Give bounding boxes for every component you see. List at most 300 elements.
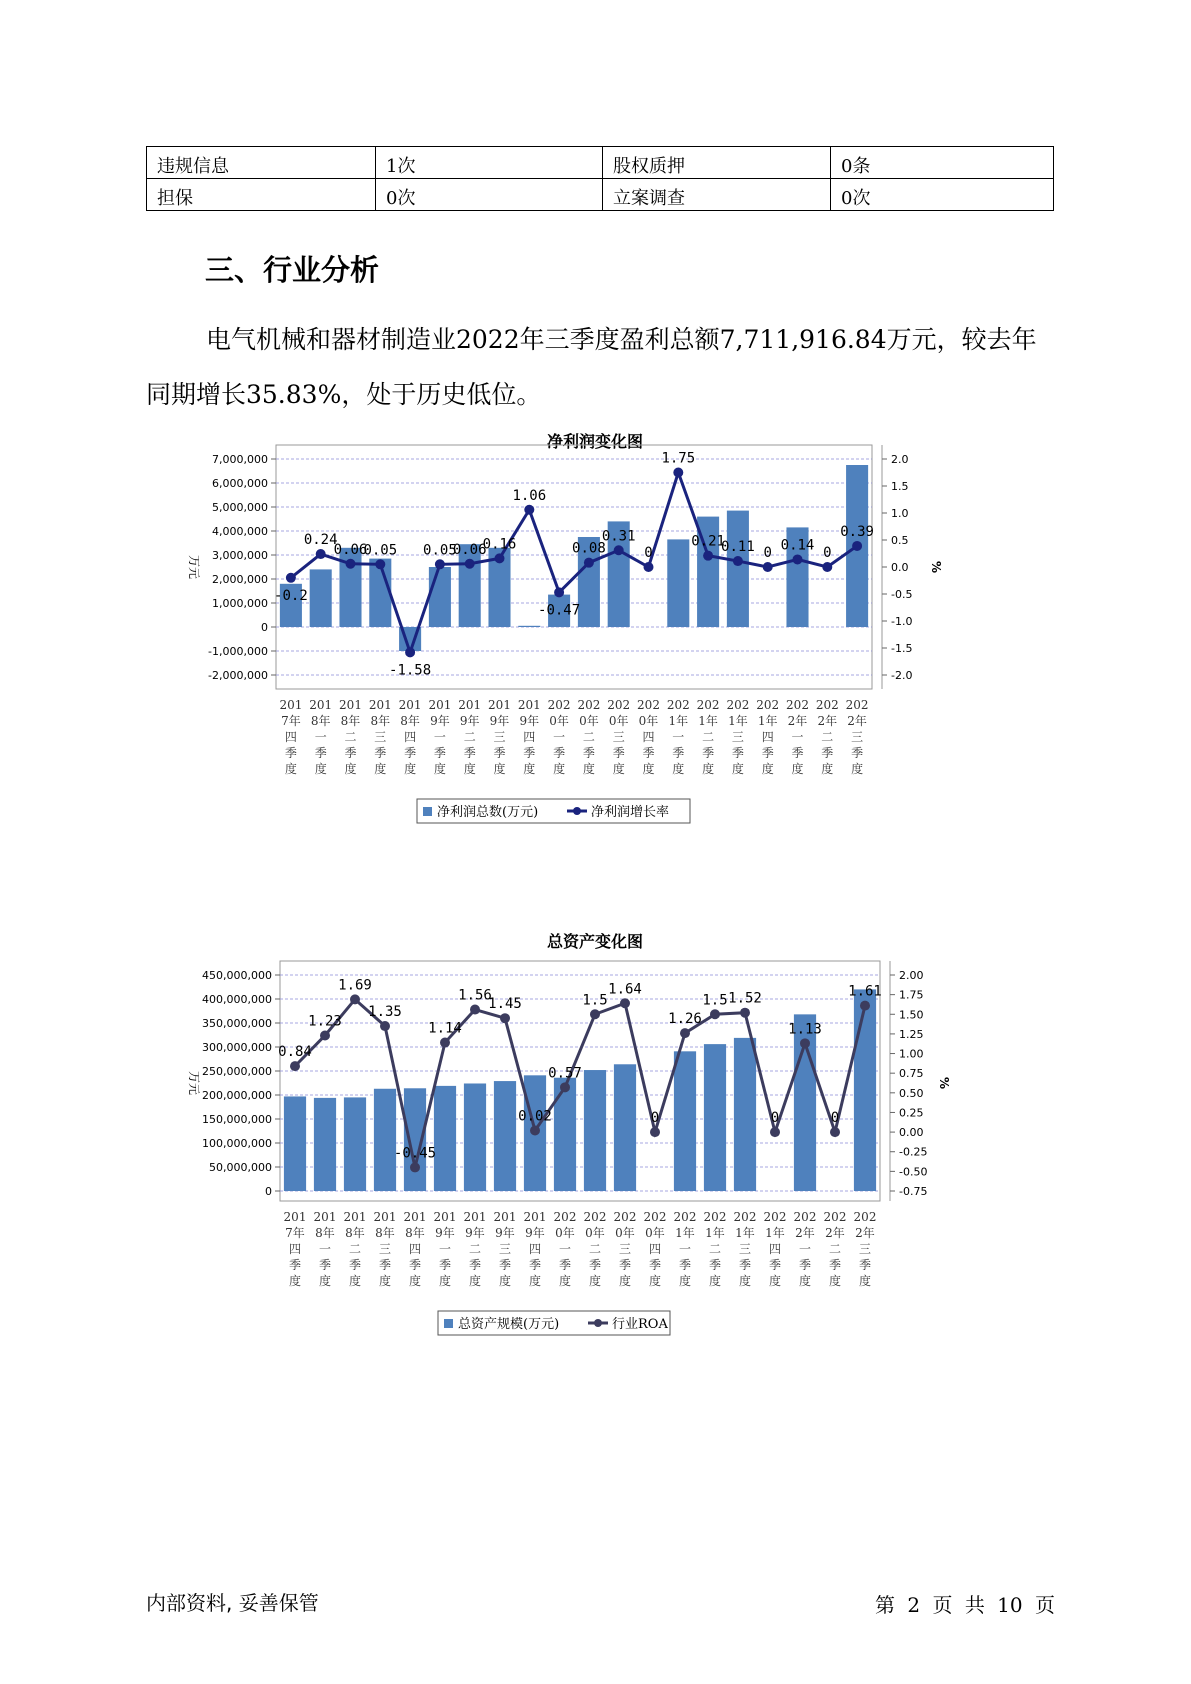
svg-text:8年: 8年 <box>340 714 361 728</box>
svg-text:季: 季 <box>408 1258 422 1272</box>
svg-text:四: 四 <box>642 730 655 744</box>
y-tick-label: 400,000,000 <box>202 993 272 1006</box>
line-point <box>673 468 683 478</box>
data-label: 0 <box>650 1110 660 1127</box>
svg-text:二: 二 <box>463 730 476 744</box>
svg-text:二: 二 <box>344 730 357 744</box>
line-point <box>614 545 624 555</box>
svg-text:201: 201 <box>309 698 333 712</box>
y-tick-label: 3,000,000 <box>212 549 268 562</box>
svg-text:季: 季 <box>702 746 715 760</box>
x-tick-label <box>734 1210 757 1288</box>
svg-text:季: 季 <box>798 1258 812 1272</box>
svg-text:三: 三 <box>612 730 625 744</box>
table-cell: 股权质押 <box>603 147 831 179</box>
svg-text:201: 201 <box>403 1210 427 1224</box>
line-point <box>763 562 773 572</box>
x-tick-label <box>399 698 422 776</box>
y2-tick-label: 2.0 <box>891 453 909 466</box>
total-assets-chart <box>180 925 980 1380</box>
svg-text:度: 度 <box>553 762 566 776</box>
data-label: 1.26 <box>668 1011 702 1028</box>
svg-text:202: 202 <box>553 1210 577 1224</box>
svg-text:9年: 9年 <box>525 1226 545 1240</box>
svg-text:1年: 1年 <box>735 1226 755 1240</box>
svg-text:度: 度 <box>493 762 506 776</box>
svg-text:202: 202 <box>613 1210 637 1224</box>
x-tick-label <box>637 698 660 776</box>
svg-text:7年: 7年 <box>285 1226 305 1240</box>
bar <box>434 1086 456 1191</box>
svg-text:度: 度 <box>348 1274 362 1288</box>
line-point <box>740 1008 750 1018</box>
line-point <box>375 559 385 569</box>
x-tick-label <box>548 698 571 776</box>
svg-text:季: 季 <box>433 746 446 760</box>
x-tick-label <box>464 1210 487 1288</box>
svg-text:度: 度 <box>378 1274 392 1288</box>
svg-text:季: 季 <box>828 1258 842 1272</box>
svg-text:9年: 9年 <box>465 1226 485 1240</box>
section-heading: 三、行业分析 <box>205 253 380 287</box>
svg-text:度: 度 <box>672 762 685 776</box>
svg-text:季: 季 <box>731 746 744 760</box>
y-tick-label: 350,000,000 <box>202 1017 272 1030</box>
svg-text:201: 201 <box>493 1210 517 1224</box>
svg-text:季: 季 <box>708 1258 722 1272</box>
legend-line-marker <box>573 807 581 815</box>
svg-text:四: 四 <box>523 730 536 744</box>
x-tick-label <box>824 1210 847 1288</box>
svg-text:度: 度 <box>648 1274 662 1288</box>
svg-text:度: 度 <box>463 762 476 776</box>
svg-text:度: 度 <box>284 762 297 776</box>
data-label: 0.06 <box>452 541 487 558</box>
svg-text:三: 三 <box>851 730 864 744</box>
svg-text:度: 度 <box>468 1274 482 1288</box>
svg-text:季: 季 <box>288 1258 302 1272</box>
svg-text:1年: 1年 <box>668 714 689 728</box>
x-tick-label <box>756 698 779 776</box>
line-point <box>554 587 564 597</box>
svg-text:季: 季 <box>284 746 297 760</box>
bar <box>284 1096 306 1191</box>
right-axis-unit: % <box>929 560 943 574</box>
y-tick-label: 250,000,000 <box>202 1065 272 1078</box>
svg-text:四: 四 <box>284 730 297 744</box>
table-cell: 立案调查 <box>603 179 831 211</box>
svg-text:1年: 1年 <box>705 1226 725 1240</box>
x-tick-label <box>524 1210 547 1288</box>
x-tick-label <box>309 698 332 776</box>
data-label: 1.64 <box>608 981 642 998</box>
svg-text:度: 度 <box>438 1274 452 1288</box>
data-label: 1.56 <box>458 987 492 1004</box>
table-cell: 1次 <box>376 147 603 179</box>
y2-tick-label: 1.25 <box>899 1027 924 1041</box>
bar <box>584 1070 606 1191</box>
line-point <box>560 1082 570 1092</box>
svg-text:202: 202 <box>786 698 809 712</box>
x-tick-label <box>764 1210 787 1288</box>
table-cell: 0次 <box>831 179 1054 211</box>
bar <box>314 1098 336 1191</box>
svg-text:1年: 1年 <box>728 714 748 728</box>
line-point <box>346 559 356 569</box>
svg-text:9年: 9年 <box>430 714 450 728</box>
svg-text:度: 度 <box>582 762 595 776</box>
svg-text:三: 三 <box>493 730 506 744</box>
line-point <box>290 1061 300 1071</box>
svg-text:度: 度 <box>678 1274 692 1288</box>
svg-text:一: 一 <box>553 730 566 744</box>
footer-confidential: 内部资料, 妥善保管 <box>146 1591 319 1615</box>
svg-text:201: 201 <box>433 1210 457 1224</box>
y2-tick-label: -0.25 <box>899 1145 928 1159</box>
svg-text:三: 三 <box>738 1242 752 1256</box>
svg-text:7年: 7年 <box>281 714 301 728</box>
data-label: 0 <box>823 545 832 561</box>
svg-text:9年: 9年 <box>489 714 510 728</box>
data-label: -0.45 <box>393 1145 437 1162</box>
y2-tick-label: -2.0 <box>891 669 913 682</box>
y-tick-label: 5,000,000 <box>212 501 268 514</box>
svg-text:0年: 0年 <box>549 714 569 728</box>
svg-text:季: 季 <box>648 1258 662 1272</box>
svg-text:季: 季 <box>642 746 655 760</box>
svg-text:202: 202 <box>547 698 571 712</box>
svg-text:四: 四 <box>528 1242 542 1256</box>
svg-text:度: 度 <box>433 762 446 776</box>
y2-tick-label: -1.5 <box>891 642 913 655</box>
svg-text:0年: 0年 <box>608 714 629 728</box>
data-label: 1.5 <box>582 992 608 1009</box>
table-cell: 担保 <box>147 179 376 211</box>
svg-text:三: 三 <box>731 730 744 744</box>
svg-text:季: 季 <box>318 1258 332 1272</box>
line-point <box>644 562 654 572</box>
svg-text:四: 四 <box>761 730 774 744</box>
svg-text:度: 度 <box>588 1274 602 1288</box>
data-label: 0.39 <box>840 523 874 540</box>
svg-text:1年: 1年 <box>757 714 778 728</box>
line-point <box>852 541 862 551</box>
line-point <box>733 556 743 566</box>
x-tick-label <box>704 1210 727 1288</box>
left-axis-unit: 万元 <box>187 1070 201 1096</box>
svg-text:201: 201 <box>488 698 511 712</box>
y-tick-label: 1,000,000 <box>212 597 268 610</box>
svg-text:201: 201 <box>517 698 541 712</box>
line-point <box>680 1028 690 1038</box>
y2-tick-label: 0.5 <box>891 534 909 547</box>
line-point <box>524 505 534 515</box>
svg-text:201: 201 <box>523 1210 547 1224</box>
x-tick-label <box>577 698 600 776</box>
chart-title: 总资产变化图 <box>546 932 644 951</box>
svg-text:四: 四 <box>408 1242 422 1256</box>
svg-text:季: 季 <box>468 1258 482 1272</box>
svg-text:2年: 2年 <box>817 714 838 728</box>
y-tick-label: 2,000,000 <box>212 573 268 586</box>
svg-text:度: 度 <box>761 762 774 776</box>
svg-text:201: 201 <box>279 698 303 712</box>
line-point <box>380 1021 390 1031</box>
svg-text:9年: 9年 <box>459 714 480 728</box>
svg-text:202: 202 <box>583 1210 607 1224</box>
svg-text:2年: 2年 <box>787 714 808 728</box>
line-point <box>830 1127 840 1137</box>
right-axis-unit: % <box>937 1076 951 1090</box>
svg-text:度: 度 <box>821 762 834 776</box>
svg-text:度: 度 <box>528 1274 542 1288</box>
y2-tick-label: 1.5 <box>891 480 909 493</box>
svg-text:季: 季 <box>768 1258 782 1272</box>
y2-tick-label: 1.50 <box>899 1008 924 1022</box>
bar <box>704 1044 726 1191</box>
svg-text:三: 三 <box>858 1242 872 1256</box>
bar <box>734 1038 756 1191</box>
data-label: 0.11 <box>721 539 755 556</box>
y2-tick-label: 0.50 <box>899 1086 924 1100</box>
x-tick-label <box>434 1210 457 1288</box>
y-tick-label: 6,000,000 <box>212 477 268 490</box>
data-label: 1.13 <box>788 1021 822 1038</box>
line-point <box>770 1127 780 1137</box>
data-label: 0 <box>830 1110 840 1127</box>
svg-text:201: 201 <box>343 1210 367 1224</box>
svg-text:季: 季 <box>672 746 685 760</box>
svg-text:四: 四 <box>404 730 417 744</box>
line-point <box>800 1038 810 1048</box>
data-label: 0 <box>763 545 772 561</box>
y2-tick-label: 0.25 <box>899 1106 924 1120</box>
svg-text:201: 201 <box>463 1210 487 1224</box>
info-table <box>146 146 1054 211</box>
svg-text:度: 度 <box>344 762 357 776</box>
svg-text:季: 季 <box>821 746 834 760</box>
line-point <box>710 1009 720 1019</box>
svg-text:季: 季 <box>493 746 506 760</box>
line-point <box>703 551 713 561</box>
svg-text:度: 度 <box>708 1274 722 1288</box>
bar <box>854 989 876 1191</box>
y2-tick-label: 0.0 <box>891 561 909 574</box>
svg-text:二: 二 <box>828 1242 842 1256</box>
data-label: 0.57 <box>548 1065 582 1082</box>
data-label: 0.05 <box>423 542 457 559</box>
svg-text:度: 度 <box>791 762 804 776</box>
x-tick-label <box>697 698 720 776</box>
data-label: 1.75 <box>661 450 696 467</box>
svg-text:季: 季 <box>678 1258 692 1272</box>
svg-text:一: 一 <box>438 1242 452 1256</box>
svg-text:202: 202 <box>763 1210 787 1224</box>
svg-text:2年: 2年 <box>847 714 867 728</box>
svg-text:度: 度 <box>642 762 655 776</box>
line-point <box>495 553 505 563</box>
table-row <box>147 147 1054 179</box>
data-label: 0 <box>770 1110 780 1127</box>
svg-text:一: 一 <box>314 730 327 744</box>
svg-text:度: 度 <box>288 1274 302 1288</box>
x-tick-label <box>614 1210 637 1288</box>
left-axis-unit: 万元 <box>187 554 201 580</box>
data-label: 1.14 <box>428 1020 462 1037</box>
chart-svg <box>180 425 980 885</box>
y2-tick-label: 2.00 <box>899 969 924 982</box>
svg-text:202: 202 <box>756 698 780 712</box>
data-label: 1.69 <box>338 977 372 994</box>
y2-tick-label: 1.00 <box>899 1047 924 1061</box>
svg-text:度: 度 <box>731 762 744 776</box>
svg-text:2年: 2年 <box>825 1226 845 1240</box>
svg-text:度: 度 <box>404 762 417 776</box>
svg-text:度: 度 <box>558 1274 572 1288</box>
svg-text:一: 一 <box>798 1242 812 1256</box>
svg-text:0年: 0年 <box>585 1226 605 1240</box>
legend-bar-swatch <box>423 807 432 816</box>
bar <box>464 1083 486 1191</box>
svg-text:1年: 1年 <box>698 714 718 728</box>
x-tick-label <box>667 698 690 776</box>
svg-text:季: 季 <box>588 1258 602 1272</box>
svg-text:202: 202 <box>853 1210 877 1224</box>
bar <box>518 626 540 627</box>
svg-text:201: 201 <box>283 1210 307 1224</box>
svg-text:一: 一 <box>433 730 446 744</box>
data-label: 0.31 <box>601 528 636 545</box>
x-tick-label <box>554 1210 577 1288</box>
table-row <box>147 179 1054 211</box>
x-tick-label <box>854 1210 877 1288</box>
svg-text:季: 季 <box>498 1258 512 1272</box>
line-point <box>793 554 803 564</box>
data-label: 0.16 <box>482 536 517 553</box>
data-label: -0.47 <box>538 602 581 619</box>
data-label: 1.35 <box>368 1004 402 1021</box>
y-tick-label: 150,000,000 <box>202 1113 272 1126</box>
svg-text:202: 202 <box>703 1210 727 1224</box>
svg-text:1年: 1年 <box>765 1226 785 1240</box>
svg-text:一: 一 <box>318 1242 332 1256</box>
svg-text:8年: 8年 <box>405 1226 425 1240</box>
x-tick-label <box>279 698 302 776</box>
svg-text:季: 季 <box>314 746 327 760</box>
legend-line-label: 净利润增长率 <box>591 805 670 820</box>
svg-text:0年: 0年 <box>615 1226 635 1240</box>
x-tick-label <box>369 698 392 776</box>
svg-text:季: 季 <box>858 1258 872 1272</box>
bar <box>667 539 689 627</box>
x-tick-label <box>794 1210 817 1288</box>
svg-text:202: 202 <box>845 698 869 712</box>
svg-text:201: 201 <box>313 1210 337 1224</box>
bar <box>554 1078 576 1191</box>
svg-text:季: 季 <box>851 746 864 760</box>
svg-text:度: 度 <box>828 1274 842 1288</box>
svg-text:三: 三 <box>374 730 387 744</box>
y2-tick-label: 1.0 <box>891 507 909 520</box>
bar <box>727 511 749 627</box>
table-cell: 0次 <box>376 179 603 211</box>
line-point <box>465 559 475 569</box>
data-label: 1.61 <box>848 983 882 1000</box>
svg-text:8年: 8年 <box>375 1226 395 1240</box>
y-tick-label: 300,000,000 <box>202 1041 272 1054</box>
svg-text:度: 度 <box>523 762 536 776</box>
y-tick-label: 450,000,000 <box>202 969 272 982</box>
bar <box>374 1089 396 1191</box>
line-point <box>470 1005 480 1015</box>
svg-text:三: 三 <box>498 1242 512 1256</box>
line-point <box>410 1162 420 1172</box>
data-label: -0.2 <box>274 587 308 604</box>
svg-text:202: 202 <box>823 1210 847 1224</box>
chart-title: 净利润变化图 <box>546 432 644 451</box>
svg-text:度: 度 <box>738 1274 752 1288</box>
net-profit-chart <box>180 425 980 885</box>
line-point <box>822 562 832 572</box>
y2-tick-label: -1.0 <box>891 615 913 628</box>
svg-text:0年: 0年 <box>579 714 599 728</box>
svg-text:2年: 2年 <box>855 1226 875 1240</box>
svg-text:二: 二 <box>588 1242 602 1256</box>
bar <box>674 1051 696 1191</box>
y2-tick-label: -0.50 <box>899 1165 928 1179</box>
svg-text:季: 季 <box>582 746 595 760</box>
svg-text:季: 季 <box>761 746 774 760</box>
svg-text:一: 一 <box>558 1242 572 1256</box>
plot-frame <box>276 445 872 689</box>
svg-text:季: 季 <box>374 746 387 760</box>
line-point <box>860 1001 870 1011</box>
svg-text:202: 202 <box>673 1210 697 1224</box>
x-tick-label <box>846 698 869 776</box>
svg-text:二: 二 <box>702 730 715 744</box>
line-point <box>620 998 630 1008</box>
data-label: 1.23 <box>308 1013 342 1030</box>
svg-text:季: 季 <box>558 1258 572 1272</box>
svg-text:8年: 8年 <box>345 1226 365 1240</box>
legend-line-label: 行业ROA <box>612 1317 668 1332</box>
line-point <box>590 1009 600 1019</box>
line-point <box>286 573 296 583</box>
data-label: 1.5 <box>702 992 728 1009</box>
svg-text:二: 二 <box>348 1242 362 1256</box>
legend-bar-swatch <box>444 1319 453 1328</box>
x-tick-label <box>786 698 809 776</box>
svg-text:201: 201 <box>373 1210 397 1224</box>
svg-text:202: 202 <box>577 698 601 712</box>
x-tick-label <box>428 698 451 776</box>
y-tick-label: 7,000,000 <box>212 453 268 466</box>
x-tick-label <box>674 1210 697 1288</box>
svg-text:202: 202 <box>643 1210 667 1224</box>
svg-text:度: 度 <box>851 762 864 776</box>
bar <box>614 1064 636 1191</box>
svg-text:202: 202 <box>733 1210 757 1224</box>
data-label: -1.58 <box>389 662 432 679</box>
legend-bar-label: 净利润总数(万元) <box>437 805 539 820</box>
bar <box>429 567 451 627</box>
line-point <box>316 549 326 559</box>
y2-tick-label: 1.75 <box>899 988 924 1002</box>
svg-text:季: 季 <box>553 746 566 760</box>
svg-text:度: 度 <box>498 1274 512 1288</box>
svg-text:季: 季 <box>344 746 357 760</box>
x-tick-label <box>404 1210 427 1288</box>
